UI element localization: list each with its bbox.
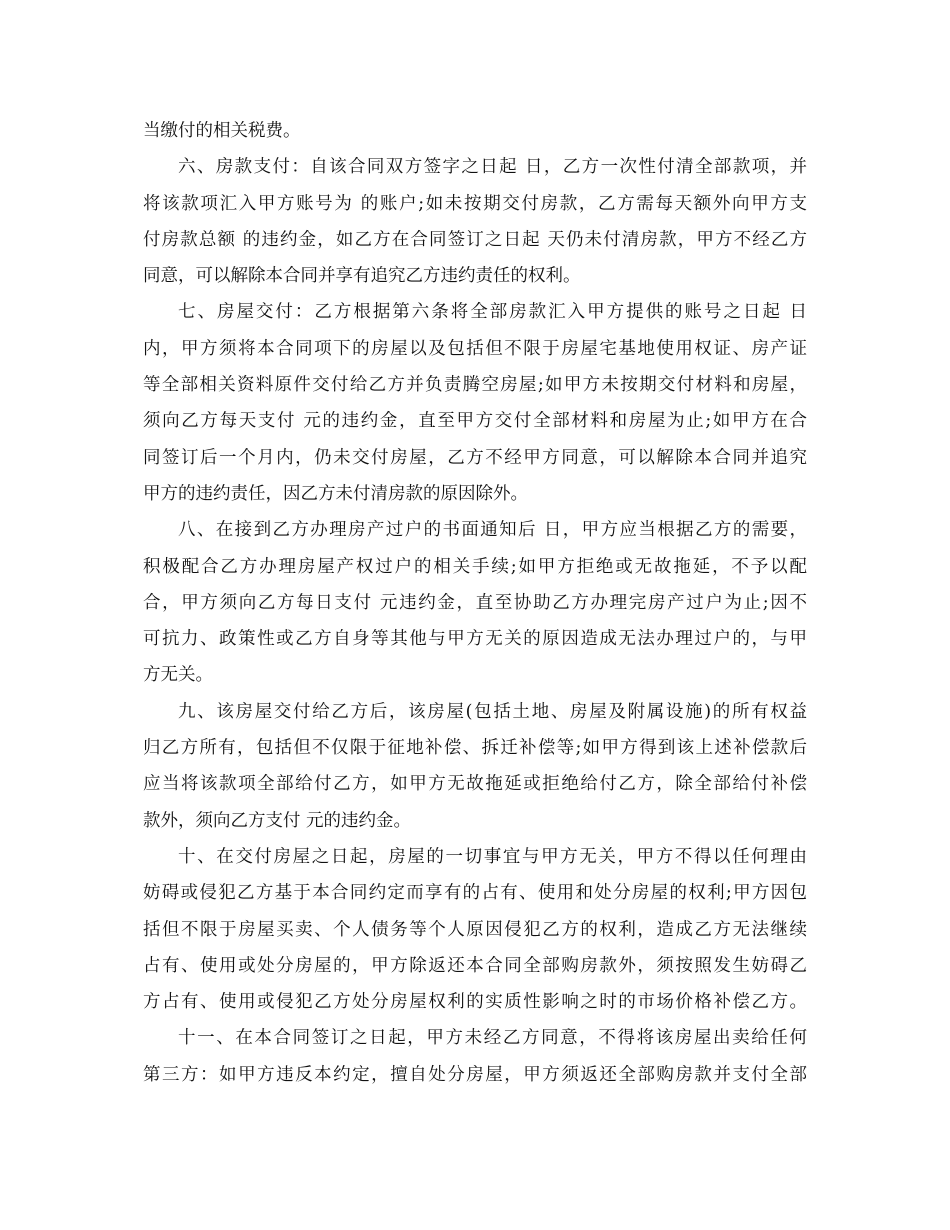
clause-8-line: 可抗力、政策性或乙方自身等其他与甲方无关的原因造成无法办理过户的，与甲 [143,629,807,650]
clause-6-line: 将该款项汇入甲方账号为 的账户;如未按期交付房款，乙方需每天额外向甲方支 [143,193,807,214]
clause-8-line: 方无关。 [143,665,213,686]
clause-8-line: 八、在接到乙方办理房产过户的书面通知后 日，甲方应当根据乙方的需要， [178,520,807,541]
clause-10-line: 括但不限于房屋买卖、个人债务等个人原因侵犯乙方的权利，造成乙方无法继续 [143,919,807,940]
clause-9-line: 九、该房屋交付给乙方后，该房屋(包括土地、房屋及附属设施)的所有权益 [178,701,807,722]
clause-11-line: 十一、在本合同签订之日起，甲方未经乙方同意，不得将该房屋出卖给任何 [178,1028,807,1049]
clause-7-line: 须向乙方每天支付 元的违约金，直至甲方交付全部材料和房屋为止;如甲方在合 [143,411,807,432]
clause-8-line: 积极配合乙方办理房屋产权过户的相关手续;如甲方拒绝或无故拖延，不予以配 [143,556,807,577]
contract-text-body [143,113,807,1093]
clause-10-line: 占有、使用或处分房屋的，甲方除返还本合同全部购房款外，须按照发生妨碍乙 [143,955,807,976]
clause-8-line: 合，甲方须向乙方每日支付 元违约金，直至协助乙方办理完房产过户为止;因不 [143,592,807,613]
clause-6-line: 付房款总额 的违约金，如乙方在合同签订之日起 天仍未付清房款，甲方不经乙方 [143,229,807,250]
clause-10-line: 十、在交付房屋之日起，房屋的一切事宜与甲方无关，甲方不得以任何理由 [178,846,807,867]
text-line: 当缴付的相关税费。 [143,121,301,141]
clause-7-line: 甲方的违约责任，因乙方未付清房款的原因除外。 [143,483,528,504]
clause-7-line: 等全部相关资料原件交付给乙方并负责腾空房屋;如甲方未按期交付材料和房屋， [143,375,807,396]
clause-11-line: 第三方：如甲方违反本约定，擅自处分房屋，甲方须返还全部购房款并支付全部 [143,1064,807,1085]
clause-6-line: 六、房款支付：自该合同双方签字之日起 日，乙方一次性付清全部款项，并 [178,157,807,178]
clause-9-line: 归乙方所有，包括但不仅限于征地补偿、拆迁补偿等;如甲方得到该上述补偿款后 [143,738,807,759]
clause-9-line: 款外，须向乙方支付 元的违约金。 [143,810,412,831]
clause-10-line: 妨碍或侵犯乙方基于本合同约定而享有的占有、使用和处分房屋的权利;甲方因包 [143,883,807,904]
clause-9-line: 应当将该款项全部给付乙方，如甲方无故拖延或拒绝给付乙方，除全部给付补偿 [143,774,807,795]
clause-7-line: 七、房屋交付：乙方根据第六条将全部房款汇入甲方提供的账号之日起 日 [178,302,807,323]
clause-10-line: 方占有、使用或侵犯乙方处分房屋权利的实质性影响之时的市场价格补偿乙方。 [143,992,807,1013]
clause-7-line: 同签订后一个月内，仍未交付房屋，乙方不经甲方同意，可以解除本合同并追究 [143,447,807,468]
clause-6-line: 同意，可以解除本合同并享有追究乙方违约责任的权利。 [143,266,581,287]
clause-7-line: 内，甲方须将本合同项下的房屋以及包括但不限于房屋宅基地使用权证、房产证 [143,338,807,359]
